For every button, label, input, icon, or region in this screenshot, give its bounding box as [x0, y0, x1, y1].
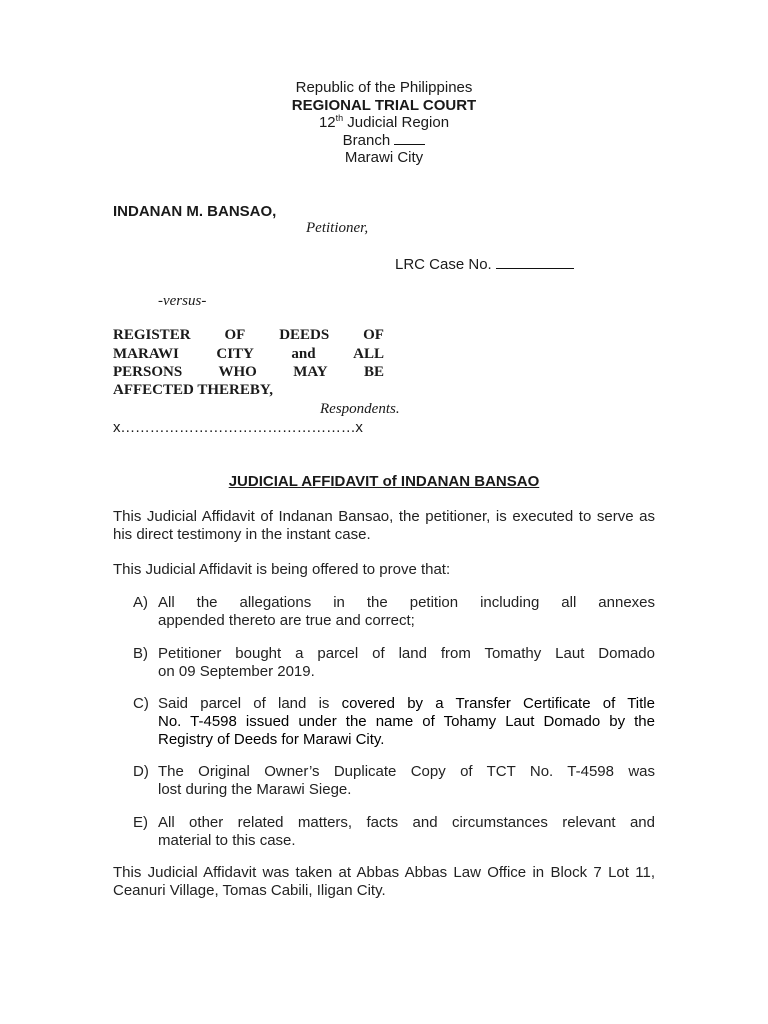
- petitioner-name: INDANAN M. BANSAO,: [113, 203, 277, 220]
- item-text-line1a: Said parcel of land is: [158, 695, 342, 712]
- item-text-line1: All other related matters, facts and circumstances relevant and: [158, 814, 655, 831]
- item-text-line1b: covered by a Transfer Certificate of Title: [341, 695, 655, 712]
- item-text-rest: appended thereto are true and correct;: [158, 612, 415, 629]
- respondent-word: ALL: [353, 346, 384, 362]
- petitioner-role: Petitioner,: [306, 220, 369, 236]
- case-number-blank: [496, 268, 574, 269]
- case-label: LRC Case No.: [395, 256, 492, 273]
- respondent-word: WHO: [218, 364, 257, 380]
- respondent-word: PERSONS: [113, 364, 183, 380]
- respondent-line-2: [113, 346, 384, 363]
- header-region: [0, 114, 768, 132]
- item-marker: B): [133, 645, 148, 662]
- list-item: [133, 814, 655, 850]
- respondent-line-4: AFFECTED THEREBY,: [113, 382, 274, 398]
- branch-blank: [394, 144, 425, 145]
- respondent-word: REGISTER: [113, 327, 191, 343]
- item-text-line1: The Original Owner’s Duplicate Copy of TCT No. T-4598 was: [158, 763, 655, 780]
- header-city: Marawi City: [344, 149, 424, 166]
- item-text-rest: on 09 September 2019.: [158, 663, 315, 680]
- item-marker: D): [133, 763, 149, 780]
- respondent-word: and: [291, 346, 316, 362]
- offered-paragraph: This Judicial Affidavit is being offered to prove that:: [113, 561, 451, 578]
- region-ordinal: 12: [318, 114, 336, 131]
- intro-paragraph: This Judicial Affidavit of Indanan Bansao, the petitioner, is executed to serve as his direct testimony in the instant case.: [113, 508, 655, 543]
- item-marker: E): [133, 814, 148, 831]
- respondent-word: DEEDS: [279, 327, 330, 343]
- respondent-word: MAY: [293, 364, 328, 380]
- respondent-word: BE: [363, 364, 384, 380]
- header-republic: Republic of the Philippines: [295, 79, 473, 96]
- item-text-rest: material to this case.: [158, 832, 296, 849]
- header-branch: [0, 132, 768, 150]
- respondent-line-1: [113, 327, 384, 344]
- closing-paragraph: This Judicial Affidavit was taken at Abbas Abbas Law Office in Block 7 Lot 11, Ceanuri Village, Tomas Cabili, Iligan City.: [113, 864, 655, 899]
- header-court: REGIONAL TRIAL COURT: [291, 97, 477, 114]
- caption-separator: x…………………………………………x: [113, 419, 363, 436]
- respondent-role: Respondents.: [320, 401, 400, 417]
- list-item: [133, 645, 655, 681]
- affidavit-title: JUDICIAL AFFIDAVIT of INDANAN BANSAO: [228, 473, 540, 490]
- item-marker: A): [133, 594, 148, 611]
- region-label: Judicial Region: [343, 114, 450, 131]
- list-item: [133, 594, 655, 630]
- respondent-word: MARAWI: [113, 346, 179, 362]
- item-marker: C): [133, 695, 149, 712]
- case-number: [395, 256, 574, 273]
- respondent-word: CITY: [216, 346, 254, 362]
- list-item: [133, 695, 655, 749]
- list-item: [133, 763, 655, 799]
- respondent-word: OF: [363, 327, 384, 343]
- versus-label: -versus-: [158, 293, 207, 309]
- item-text-line1: Petitioner bought a parcel of land from Tomathy Laut Domado: [158, 645, 655, 662]
- item-text-rest: lost during the Marawi Siege.: [158, 781, 352, 798]
- item-text-rest: No. T-4598 issued under the name of Tohamy Laut Domado by the Registry of Deeds for Marawi City.: [158, 713, 655, 748]
- region-suffix: th: [335, 113, 344, 123]
- respondent-line-3: [113, 364, 384, 381]
- respondent-word: OF: [224, 327, 246, 343]
- branch-label: Branch: [342, 132, 391, 149]
- item-text-line1: All the allegations in the petition including all annexes: [158, 594, 655, 611]
